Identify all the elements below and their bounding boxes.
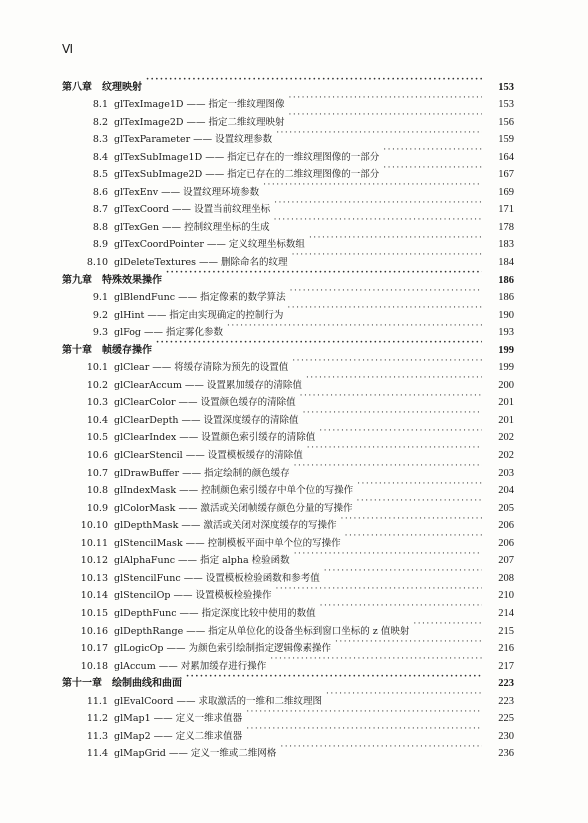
entry-number: 10.3 bbox=[86, 397, 108, 409]
dot-leader bbox=[289, 90, 482, 108]
entry-page-number: 159 bbox=[498, 134, 514, 146]
entry-number: 第十章 bbox=[62, 344, 92, 356]
entry-title: glDrawBuffer —— 指定绘制的颜色缓存 bbox=[114, 467, 290, 479]
dot-leader bbox=[274, 212, 482, 230]
dot-leader bbox=[146, 72, 482, 90]
dot-leader bbox=[166, 265, 482, 283]
dot-leader bbox=[294, 546, 482, 564]
entry-number: 10.8 bbox=[86, 485, 108, 497]
dot-leader bbox=[156, 335, 482, 353]
table-of-contents bbox=[62, 72, 514, 760]
entry-number: 11.3 bbox=[86, 730, 108, 742]
entry-page-number: 178 bbox=[498, 221, 514, 233]
entry-title: 帧缓存操作 bbox=[102, 344, 152, 356]
dot-leader bbox=[309, 230, 482, 248]
entry-page-number: 217 bbox=[498, 660, 514, 672]
entry-page-number: 201 bbox=[498, 397, 514, 409]
entry-title: glDepthRange —— 指定从单位化的设备坐标到窗口坐标的 z 值映射 bbox=[114, 625, 410, 637]
entry-page-number: 153 bbox=[498, 81, 514, 93]
entry-page-number: 205 bbox=[498, 502, 514, 514]
entry-title: glTexParameter —— 设置纹理参数 bbox=[114, 134, 273, 146]
entry-page-number: 207 bbox=[498, 555, 514, 567]
entry-page-number: 230 bbox=[498, 730, 514, 742]
dot-leader bbox=[246, 704, 482, 722]
entry-page-number: 215 bbox=[498, 625, 514, 637]
entry-number: 9.2 bbox=[92, 309, 108, 321]
dot-leader bbox=[383, 160, 482, 178]
entry-number: 8.5 bbox=[92, 169, 108, 181]
dot-leader bbox=[227, 318, 482, 336]
entry-title: 绘制曲线和曲面 bbox=[112, 678, 182, 690]
dot-leader bbox=[186, 669, 482, 687]
entry-number: 第八章 bbox=[62, 81, 92, 93]
entry-title: glDepthFunc —— 指定深度比较中使用的数值 bbox=[114, 607, 316, 619]
entry-title: glStencilMask —— 控制模板平面中单个位的写操作 bbox=[114, 537, 341, 549]
entry-title: glTexSubImage1D —— 指定已存在的一维纹理图像的一部分 bbox=[114, 151, 380, 163]
entry-page-number: 204 bbox=[498, 485, 514, 497]
entry-number: 8.4 bbox=[92, 151, 108, 163]
entry-page-number: 164 bbox=[498, 151, 514, 163]
entry-title: glHint —— 指定由实现确定的控制行为 bbox=[114, 309, 284, 321]
entry-number: 10.18 bbox=[80, 660, 108, 672]
entry-title: glTexCoordPointer —— 定义纹理坐标数组 bbox=[114, 239, 305, 251]
entry-number: 10.13 bbox=[80, 572, 108, 584]
entry-title: 纹理映射 bbox=[102, 81, 142, 93]
entry-title: glStencilOp —— 设置模板检验操作 bbox=[114, 590, 272, 602]
dot-leader bbox=[292, 353, 482, 371]
dot-leader bbox=[263, 177, 482, 195]
entry-page-number: 216 bbox=[498, 643, 514, 655]
entry-page-number: 206 bbox=[498, 537, 514, 549]
entry-number: 10.11 bbox=[80, 537, 108, 549]
entry-number: 10.10 bbox=[80, 520, 108, 532]
entry-number: 10.12 bbox=[80, 555, 108, 567]
dot-leader bbox=[335, 634, 482, 652]
entry-number: 8.1 bbox=[92, 99, 108, 111]
entry-title: glClear —— 将缓存清除为预先的设置值 bbox=[114, 362, 289, 374]
dot-leader bbox=[274, 195, 482, 213]
dot-leader bbox=[287, 300, 482, 318]
dot-leader bbox=[326, 686, 482, 704]
entry-number: 8.8 bbox=[92, 221, 108, 233]
entry-title: glMapGrid —— 定义一维或二维网格 bbox=[114, 748, 277, 760]
entry-page-number: 201 bbox=[498, 414, 514, 426]
entry-page-number: 199 bbox=[498, 362, 514, 374]
entry-number: 8.3 bbox=[92, 134, 108, 146]
entry-page-number: 156 bbox=[498, 116, 514, 128]
entry-page-number: 225 bbox=[498, 713, 514, 725]
dot-leader bbox=[307, 440, 482, 458]
entry-page-number: 210 bbox=[498, 590, 514, 602]
entry-title: glClearIndex —— 设置颜色索引缓存的清除值 bbox=[114, 432, 316, 444]
dot-leader bbox=[270, 651, 482, 669]
dot-leader bbox=[320, 598, 482, 616]
dot-leader bbox=[276, 581, 483, 599]
dot-leader bbox=[303, 405, 482, 423]
entry-number: 10.14 bbox=[80, 590, 108, 602]
entry-title: glDepthMask —— 激活或关闭对深度缓存的写操作 bbox=[114, 520, 337, 532]
entry-number: 8.10 bbox=[86, 257, 108, 269]
entry-number: 8.6 bbox=[92, 186, 108, 198]
entry-page-number: 203 bbox=[498, 467, 514, 479]
dot-leader bbox=[324, 563, 482, 581]
entry-title: glMap2 —— 定义二维求值器 bbox=[114, 730, 243, 742]
entry-number: 10.16 bbox=[80, 625, 108, 637]
entry-page-number: 223 bbox=[498, 678, 514, 690]
entry-page-number: 184 bbox=[498, 257, 514, 269]
entry-title: glIndexMask —— 控制颜色索引缓存中单个位的写操作 bbox=[114, 485, 354, 497]
entry-number: 11.2 bbox=[86, 713, 108, 725]
dot-leader bbox=[356, 493, 482, 511]
entry-page-number: 206 bbox=[498, 520, 514, 532]
entry-page-number: 200 bbox=[498, 379, 514, 391]
entry-number: 10.17 bbox=[80, 643, 108, 655]
entry-title: glStencilFunc —— 设置模板检验函数和参考值 bbox=[114, 572, 320, 584]
entry-title: glTexEnv —— 设置纹理环境参数 bbox=[114, 186, 260, 198]
entry-number: 10.4 bbox=[86, 414, 108, 426]
entry-title: glBlendFunc —— 指定像素的数学算法 bbox=[114, 292, 286, 304]
entry-page-number: 153 bbox=[498, 99, 514, 111]
entry-number: 第九章 bbox=[62, 274, 92, 286]
entry-page-number: 202 bbox=[498, 450, 514, 462]
entry-page-number: 186 bbox=[498, 274, 514, 286]
entry-number: 10.2 bbox=[86, 379, 108, 391]
dot-leader bbox=[345, 528, 482, 546]
entry-title: glAccum —— 对累加缓存进行操作 bbox=[114, 660, 267, 672]
entry-title: glClearDepth —— 设置深度缓存的清除值 bbox=[114, 414, 299, 426]
dot-leader bbox=[246, 721, 482, 739]
entry-page-number: 208 bbox=[498, 572, 514, 584]
entry-number: 10.15 bbox=[80, 607, 108, 619]
entry-number: 9.3 bbox=[92, 327, 108, 339]
entry-page-number: 214 bbox=[498, 607, 514, 619]
dot-leader bbox=[290, 283, 482, 301]
entry-title: glTexImage2D —— 指定二维纹理映射 bbox=[114, 116, 285, 128]
entry-number: 10.1 bbox=[86, 362, 108, 374]
entry-page-number: 183 bbox=[498, 239, 514, 251]
entry-number: 10.7 bbox=[86, 467, 108, 479]
dot-leader bbox=[292, 247, 482, 265]
entry-page-number: 193 bbox=[498, 327, 514, 339]
entry-title: glEvalCoord —— 求取激活的一维和二维纹理图 bbox=[114, 695, 322, 707]
entry-number: 10.6 bbox=[86, 450, 108, 462]
entry-number: 10.9 bbox=[86, 502, 108, 514]
entry-page-number: 186 bbox=[498, 292, 514, 304]
entry-page-number: 171 bbox=[498, 204, 514, 216]
entry-title: glColorMask —— 激活或关闭帧缓存颜色分量的写操作 bbox=[114, 502, 353, 514]
entry-title: glClearStencil —— 设置模板缓存的清除值 bbox=[114, 450, 303, 462]
entry-title: glTexSubImage2D —— 指定已存在的二维纹理图像的一部分 bbox=[114, 169, 380, 181]
dot-leader bbox=[300, 388, 482, 406]
entry-page-number: 223 bbox=[498, 695, 514, 707]
toc-chapter-row bbox=[62, 72, 514, 93]
dot-leader bbox=[357, 476, 482, 494]
dot-leader bbox=[280, 739, 482, 757]
entry-number: 9.1 bbox=[92, 292, 108, 304]
entry-title: glTexGen —— 控制纹理坐标的生成 bbox=[114, 221, 270, 233]
entry-page-number: 199 bbox=[498, 344, 514, 356]
entry-page-number: 167 bbox=[498, 169, 514, 181]
dot-leader bbox=[319, 423, 482, 441]
dot-leader bbox=[383, 142, 482, 160]
dot-leader bbox=[289, 107, 482, 125]
entry-title: glMap1 —— 定义一维求值器 bbox=[114, 713, 243, 725]
entry-title: glDeleteTextures —— 删除命名的纹理 bbox=[114, 257, 288, 269]
page-number-label: Ⅵ bbox=[62, 42, 74, 56]
entry-page-number: 202 bbox=[498, 432, 514, 444]
entry-title: glAlphaFunc —— 指定 alpha 检验函数 bbox=[114, 555, 290, 567]
dot-leader bbox=[294, 458, 482, 476]
entry-number: 11.4 bbox=[86, 748, 108, 760]
dot-leader bbox=[276, 125, 482, 143]
entry-title: glTexCoord —— 设置当前纹理坐标 bbox=[114, 204, 271, 216]
dot-leader bbox=[340, 511, 482, 529]
entry-number: 8.2 bbox=[92, 116, 108, 128]
entry-title: glTexImage1D —— 指定一维纹理图像 bbox=[114, 99, 285, 111]
entry-title: glLogicOp —— 为颜色索引绘制指定逻辑像素操作 bbox=[114, 643, 331, 655]
entry-number: 8.7 bbox=[92, 204, 108, 216]
entry-number: 8.9 bbox=[92, 239, 108, 251]
entry-title: glClearAccum —— 设置累加缓存的清除值 bbox=[114, 379, 302, 391]
dot-leader bbox=[413, 616, 482, 634]
entry-page-number: 236 bbox=[498, 748, 514, 760]
entry-title: glClearColor —— 设置颜色缓存的清除值 bbox=[114, 397, 296, 409]
entry-page-number: 169 bbox=[498, 186, 514, 198]
entry-page-number: 190 bbox=[498, 309, 514, 321]
entry-number: 第十一章 bbox=[62, 678, 102, 690]
entry-title: 特殊效果操作 bbox=[102, 274, 162, 286]
entry-number: 11.1 bbox=[86, 695, 108, 707]
entry-title: glFog —— 指定雾化参数 bbox=[114, 327, 224, 339]
entry-number: 10.5 bbox=[86, 432, 108, 444]
dot-leader bbox=[306, 370, 482, 388]
